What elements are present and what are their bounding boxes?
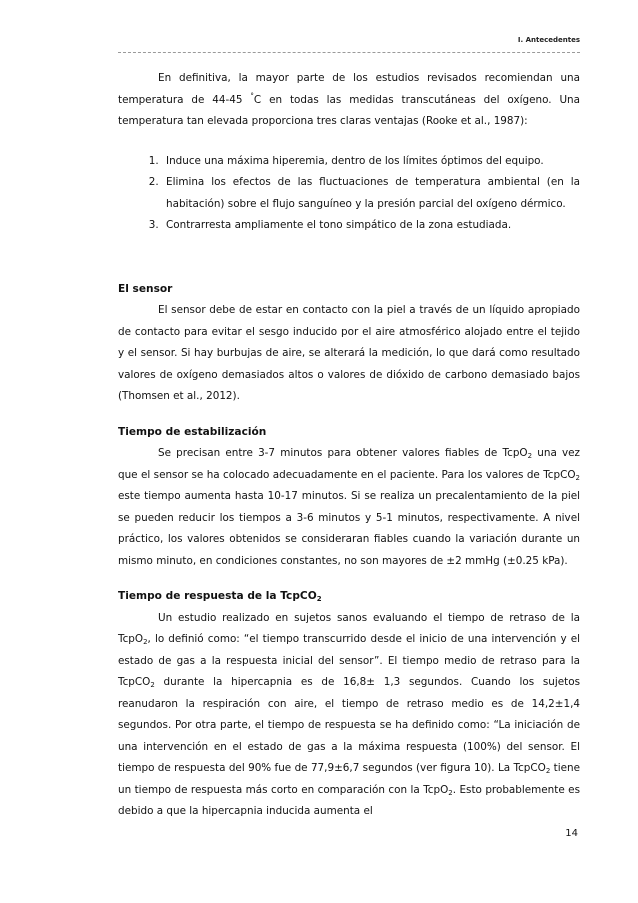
header-rule [118, 52, 580, 53]
intro-paragraph: En definitiva, la mayor parte de los estudios revisados recomiendan una temperatura de 44-45 °C en todas las medidas transcutáneas del oxígeno. Una temperatura tan elevada proporciona tres claras ventajas (Rooke et al., 1987): [118, 72, 581, 127]
list-item: 2. Elimina los efectos de las fluctuaciones de temperatura ambiental (en la habitación) sobre el flujo sanguíneo y la presión parcial del oxígeno dérmico. [162, 172, 580, 215]
stabilization-paragraph: Se precisan entre 3-7 minutos para obtener valores fiables de TcpO$_2$ una vez que el sensor se ha colocado adecuadamente en el paciente. Para los valores de TcpCO$_2$ este tiempo aumenta hasta 10-17 minutos. Si se realiza un precalentamiento de la piel se pueden reducir los tiempos a 3-6 minutos y 5-1 minutos, respectivamente. A nivel práctico, los valores obtenidos se consideraran fiables cuando la variación durante un mismo minuto, en condiciones constantes, no son mayores de ±2 mmHg (±0.25 kPa). [118, 447, 581, 567]
section-heading-sensor: El sensor [118, 282, 173, 295]
list-item: 1. Induce una máxima hiperemia, dentro de los límites óptimos del equipo. [162, 151, 580, 173]
sensor-paragraph: El sensor debe de estar en contacto con la piel a través de un líquido apropiado de contacto para evitar el sesgo inducido por el aire atmosférico alojado entre el tejido y el sensor. Si hay burbujas de aire, se alterará la medición, lo que dará como resultado valores de oxígeno demasiados altos o valores de dióxido de carbono demasiado bajos (Thomsen et al., 2012). [118, 304, 580, 402]
response-time-paragraph: Un estudio realizado en sujetos sanos evaluando el tiempo de retraso de la TcpO$_2$, lo definió como: “el tiempo transcurrido desde el inicio de una intervención y el estado de gas a la respuesta inicial del sensor”. El tiempo medio de retraso para la TcpCO$_2$ durante la hipercapnia es de 16,8± 1,3 segundos. Cuando los sujetos reanudaron la respiración con aire, el tiempo de retraso medio es de 14,2±1,4 segundos. Por otra parte, el tiempo de respuesta se ha definido como: “La iniciación de una intervención en el estado de gas a la máxima respuesta (100%) del sensor. El tiempo de respuesta del 90% fue de 77,9±6,7 segundos (ver figura 10). La TcpCO$_2$ tiene un tiempo de respuesta más corto en comparación con la TcpO$_2$. Esto probablemente es debido a que la hipercapnia inducida aumenta el [118, 611, 580, 817]
section-heading-response-time: Tiempo de respuesta de la TcpCO$_2$ [118, 590, 322, 603]
page-number: 14 [565, 828, 578, 839]
list-item: 3. Contrarresta ampliamente el tono simpático de la zona estudiada. [162, 215, 580, 237]
running-header: I. Antecedentes [517, 36, 580, 44]
page-body [118, 68, 580, 823]
section-heading-stabilization: Tiempo de estabilización [118, 425, 267, 438]
advantages-list [118, 151, 580, 237]
